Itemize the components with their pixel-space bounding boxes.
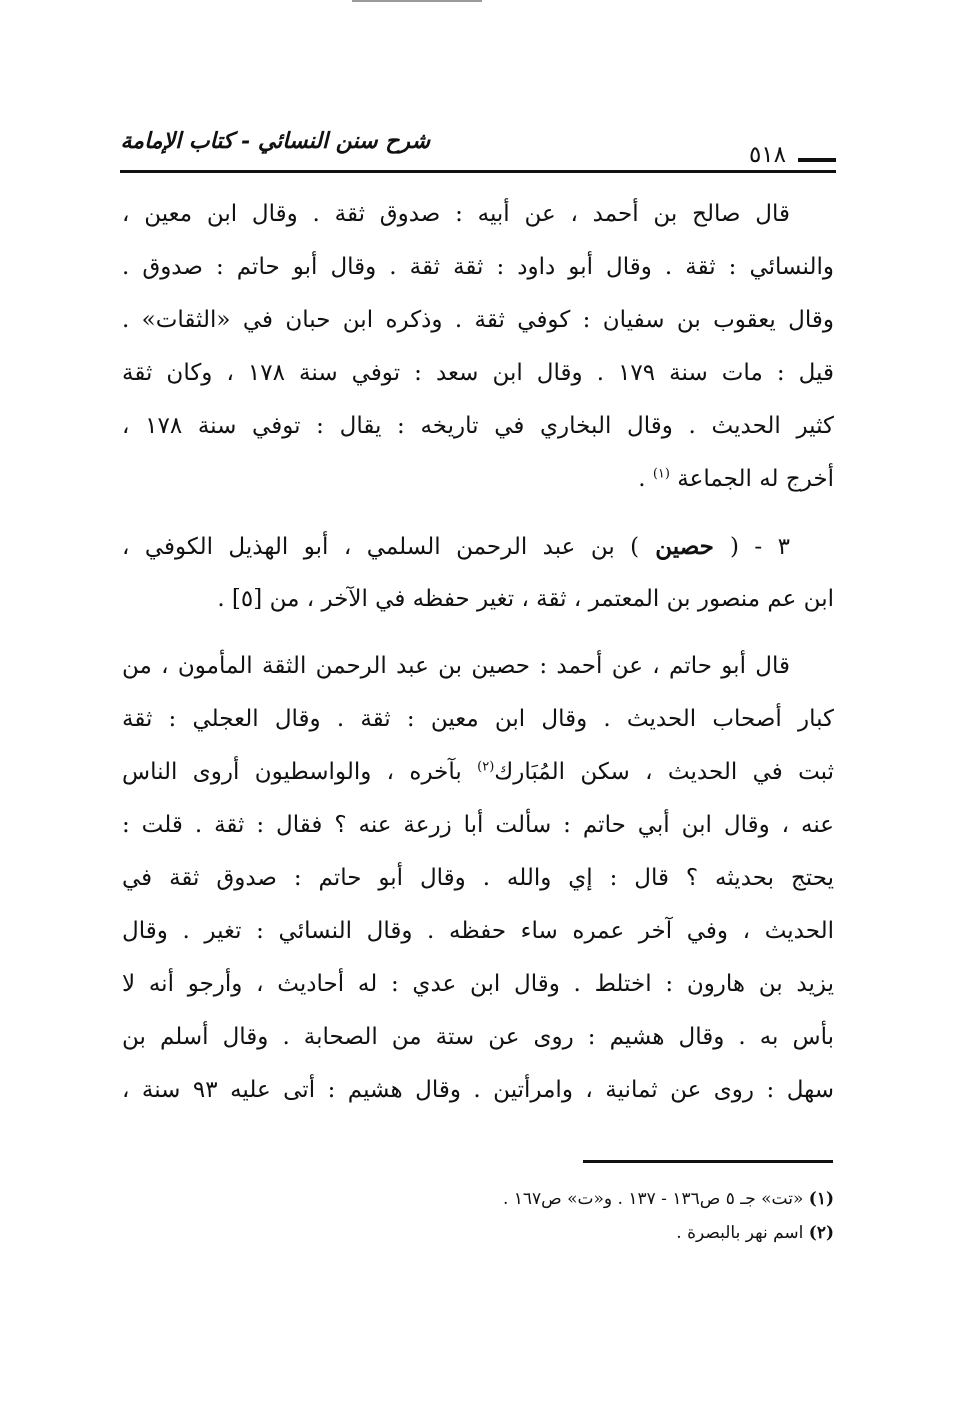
- text-line: كثير الحديث . وقال البخاري في تاريخه : يقال : توفي سنة ١٧٨ ،: [122, 413, 835, 439]
- entry-number: ٣ - (: [730, 534, 790, 560]
- footnote-ref-2[interactable]: (٢): [477, 759, 495, 775]
- paragraph-saleh: [122, 188, 834, 506]
- line-text: بآخره ، والواسطيون أروى الناس: [122, 759, 478, 785]
- footnote-number: (٢): [808, 1223, 834, 1243]
- footnote-ref-1[interactable]: (١): [652, 466, 670, 482]
- text-line: [122, 746, 834, 799]
- text-line: ابن عم منصور بن المعتمر ، ثقة ، تغير حفظه في الآخر ، من [٥] .: [217, 586, 834, 612]
- text-line: يزيد بن هارون : اختلط . وقال ابن عدي : له أحاديث ، وأرجو أنه لا: [122, 971, 834, 997]
- entry-description: ) بن عبد الرحمن السلمي ، أبو الهذيل الكوفي ،: [122, 534, 640, 560]
- text-line: [122, 453, 834, 506]
- text-line: قال أبو حاتم ، عن أحمد : حصين بن عبد الرحمن الثقة المأمون ، من: [122, 653, 790, 679]
- narrator-name: حصين: [639, 533, 731, 560]
- paragraph-abu-hatim: [122, 640, 834, 1117]
- text-line: والنسائي : ثقة . وقال أبو داود : ثقة ثقة . وقال أبو حاتم : صدوق .: [122, 254, 834, 280]
- text-line: قال صالح بن أحمد ، عن أبيه : صدوق ثقة . وقال ابن معين ،: [122, 201, 790, 227]
- header-rule: [120, 170, 836, 173]
- page-number: ٥١٨: [748, 142, 786, 168]
- text-line: يحتج بحديثه ؟ قال : إي والله . وقال أبو حاتم : صدوق ثقة في: [122, 865, 834, 891]
- footnote-text: اسم نهر بالبصرة .: [676, 1223, 809, 1243]
- running-title: شرح سنن النسائي - كتاب الإمامة: [120, 128, 430, 154]
- line-end: .: [638, 466, 653, 492]
- line-text: أخرج له الجماعة: [677, 466, 834, 492]
- main-text: [122, 188, 834, 1117]
- footnote-1: [334, 1182, 834, 1216]
- line-text: ثبت في الحديث ، سكن المُبَارك: [494, 759, 834, 785]
- footnote-number: (١): [808, 1189, 834, 1209]
- text-line: عنه ، وقال ابن أبي حاتم : سألت أبا زرعة عنه ؟ فقال : ثقة . قلت :: [122, 812, 834, 838]
- footnotes: [334, 1182, 834, 1250]
- footnote-separator: [583, 1160, 833, 1163]
- footnote-text: «تت» جـ ٥ ص١٣٦ - ١٣٧ . و«ت» ص١٦٧ .: [502, 1189, 809, 1209]
- text-line: [122, 520, 834, 573]
- text-line: وقال يعقوب بن سفيان : كوفي ثقة . وذكره ابن حبان في «الثقات» .: [122, 307, 834, 333]
- text-line: سهل : روى عن ثمانية ، وامرأتين . وقال هشيم : أتى عليه ٩٣ سنة ،: [122, 1077, 834, 1103]
- page-number-dash: [798, 158, 836, 162]
- page-header: [120, 128, 836, 172]
- text-line: الحديث ، وفي آخر عمره ساء حفظه . وقال النسائي : تغير . وقال: [122, 918, 834, 944]
- text-line: كبار أصحاب الحديث . وقال ابن معين : ثقة . وقال العجلي : ثقة: [122, 706, 834, 732]
- paragraph-husain-entry: [122, 520, 834, 626]
- footnote-2: [334, 1216, 834, 1250]
- top-edge-rule: [352, 0, 482, 2]
- text-line: قيل : مات سنة ١٧٩ . وقال ابن سعد : توفي سنة ١٧٨ ، وكان ثقة: [122, 360, 834, 386]
- text-line: بأس به . وقال هشيم : روى عن ستة من الصحابة . وقال أسلم بن: [122, 1024, 834, 1050]
